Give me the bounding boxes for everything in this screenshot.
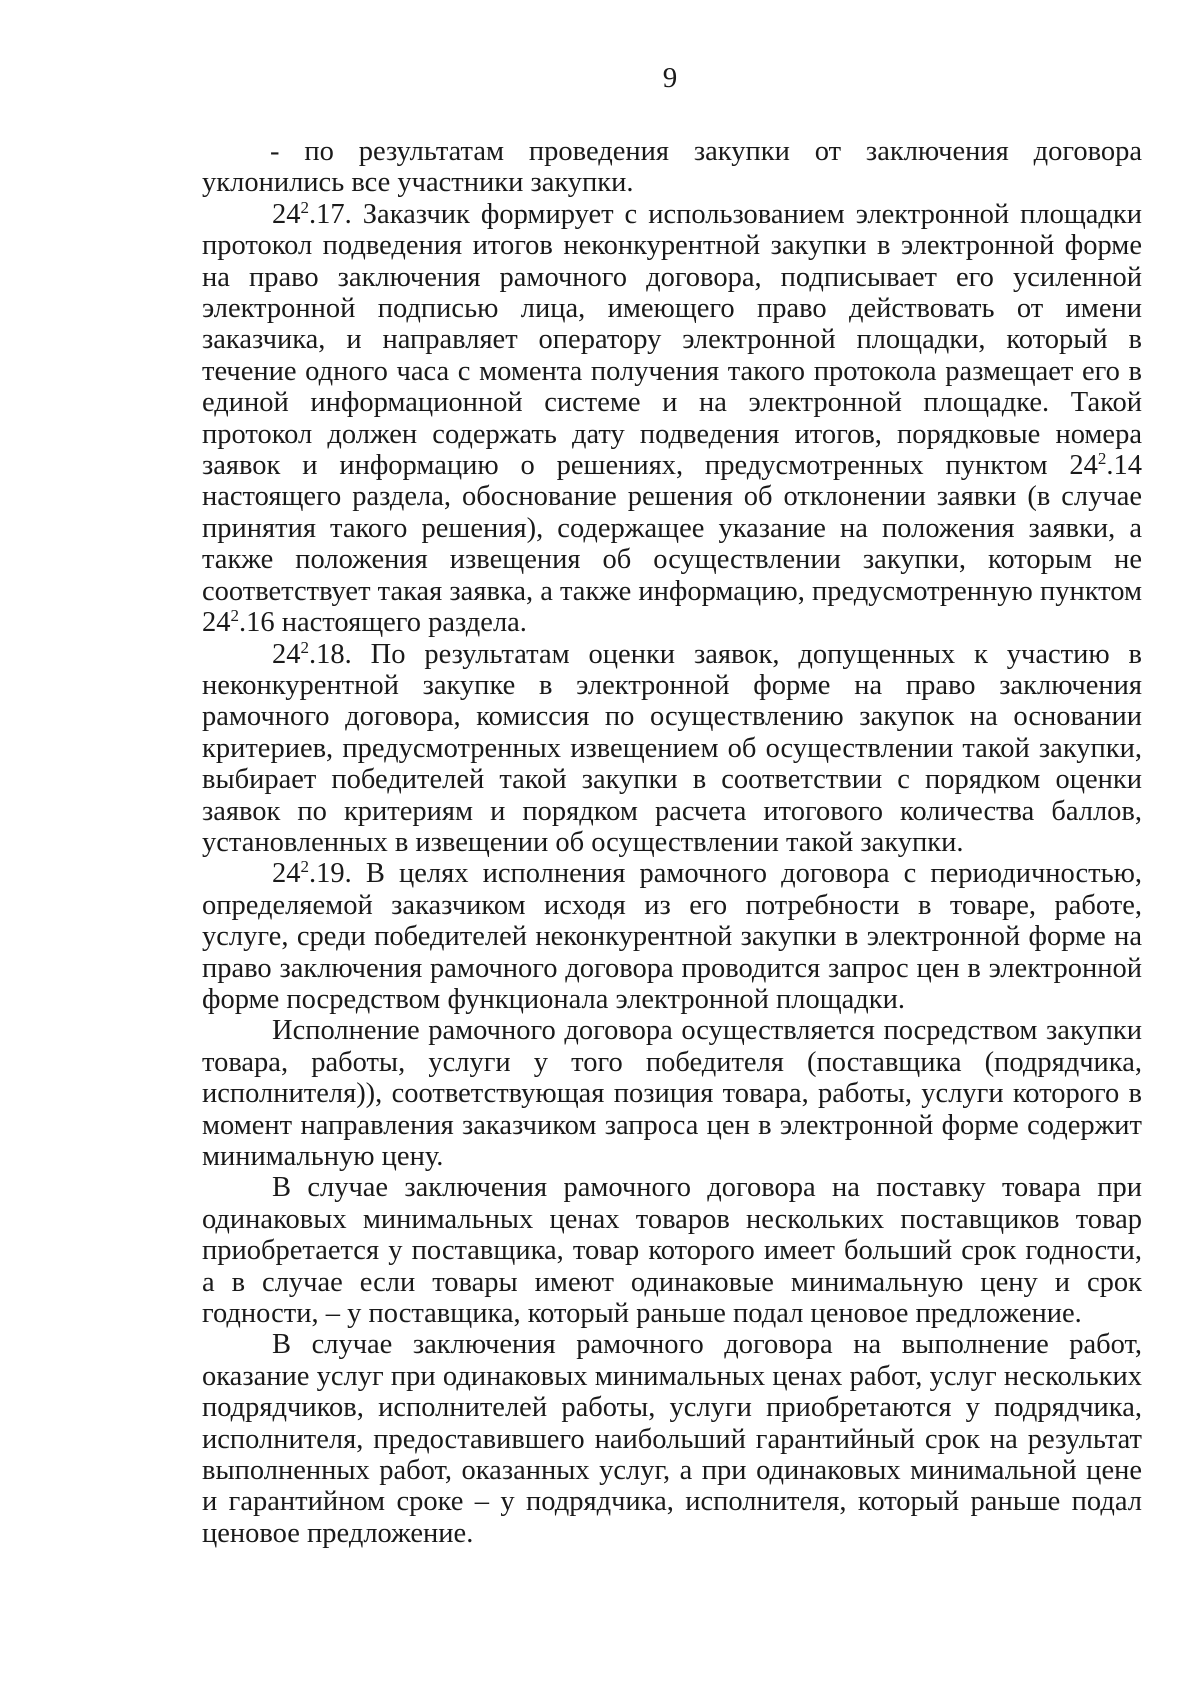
page-number: 9 bbox=[662, 62, 678, 94]
clause-number-suffix: .17. bbox=[309, 198, 352, 230]
reference-superscript: 2 bbox=[1097, 449, 1107, 469]
paragraph-24-2-17 bbox=[202, 199, 1142, 639]
clause-number bbox=[272, 199, 352, 230]
paragraph-text-continued: настоящего раздела, обоснование решения об отклонении заявки (в случае принятия такого решения), содержащее указание на положения заявки, а также положения извещения об осуществлении закупки, которым не соответствует такая заявка, а также информацию, предусмотренную пунктом bbox=[202, 481, 1142, 607]
paragraph-execution bbox=[202, 1015, 1142, 1172]
paragraph-text: Заказчик формирует с использованием электронной площадки протокол подведения итогов неконкурентной закупки в электронной форме на право заключения рамочного договора, подписывает его усиленной электронной подписью лица, имеющего право действовать от имени заказчика, и направляет оператору электронной площадки, который в течение одного часа с момента получения такого протокола размещает его в единой информационной системе и на электронной площадке. Такой протокол должен содержать дату подведения итогов, порядковые номера заявок и информацию о решениях, предусмотренных пунктом bbox=[202, 198, 1143, 482]
clause-number-suffix: .19. bbox=[309, 858, 352, 890]
paragraph-text-end: настоящего раздела. bbox=[281, 607, 527, 639]
reference-base: 24 bbox=[1069, 450, 1098, 482]
clause-number-base: 24 bbox=[272, 858, 301, 890]
reference-base: 24 bbox=[202, 607, 231, 639]
paragraph-text: Исполнение рамочного договора осуществляется посредством закупки товара, работы, услуги у того победителя (поставщика (подрядчика, исполнителя)), соответствующая позиция товара, работы, услуги которого в момент направления заказчиком запроса цен в электронной форме содержит минимальную цену. bbox=[202, 1015, 1142, 1172]
paragraph-text: - по результатам проведения закупки от заключения договора уклонились все участники закупки. bbox=[202, 136, 1142, 199]
clause-number-superscript: 2 bbox=[300, 197, 309, 217]
clause-number bbox=[272, 639, 352, 670]
paragraph-1 bbox=[202, 136, 1142, 199]
paragraph-text: По результатам оценки заявок, допущенных к участию в неконкурентной закупке в электронной форме на право заключения рамочного договора, комиссия по осуществлению закупок на основании критериев, предусмотренных извещением об осуществлении такой закупки, выбирает победителей такой закупки в соответствии с порядком оценки заявок по критериям и порядком расчета итогового количества баллов, установленных в извещении об осуществлении такой закупки. bbox=[202, 638, 1142, 858]
clause-number-base: 24 bbox=[272, 198, 301, 230]
paragraph-goods-supply bbox=[202, 1172, 1142, 1329]
clause-number-suffix: .18. bbox=[309, 638, 352, 670]
clause-number bbox=[272, 858, 352, 889]
document-body bbox=[202, 136, 1142, 1549]
reference-suffix: .16 bbox=[239, 607, 275, 639]
clause-reference bbox=[1069, 450, 1142, 481]
reference-suffix: .14 bbox=[1106, 450, 1143, 482]
paragraph-text: В целях исполнения рамочного договора с периодичностью, определяемой заказчиком исходя из его потребности в товаре, работе, услуге, среди победителей неконкурентной закупки в электронной форме на право заключения рамочного договора проводится запрос цен в электронной форме посредством функционала электронной площадки. bbox=[202, 858, 1143, 1015]
paragraph-text: В случае заключения рамочного договора на поставку товара при одинаковых минимальных ценах товаров нескольких поставщиков товар приобретается у поставщика, товар которого имеет больший срок годности, а в случае если товары имеют одинаковые минимальную цену и срок годности, – у поставщика, который раньше подал ценовое предложение. bbox=[202, 1172, 1142, 1330]
paragraph-24-2-19 bbox=[202, 858, 1142, 1015]
paragraph-works-services bbox=[202, 1329, 1142, 1549]
clause-number-superscript: 2 bbox=[300, 637, 309, 657]
clause-number-base: 24 bbox=[272, 638, 301, 670]
clause-number-superscript: 2 bbox=[300, 857, 309, 877]
clause-reference bbox=[202, 607, 275, 638]
paragraph-text: В случае заключения рамочного договора на выполнение работ, оказание услуг при одинаковых минимальных ценах работ, услуг нескольких подрядчиков, исполнителей работы, услуги приобретаются у подрядчика, исполнителя, предоставившего наибольший гарантийный срок на результат выполненных работ, оказанных услуг, а при одинаковых минимальной цене и гарантийном сроке – у подрядчика, исполнителя, который раньше подал ценовое предложение. bbox=[202, 1329, 1142, 1549]
reference-superscript: 2 bbox=[230, 606, 239, 626]
paragraph-24-2-18 bbox=[202, 639, 1142, 859]
